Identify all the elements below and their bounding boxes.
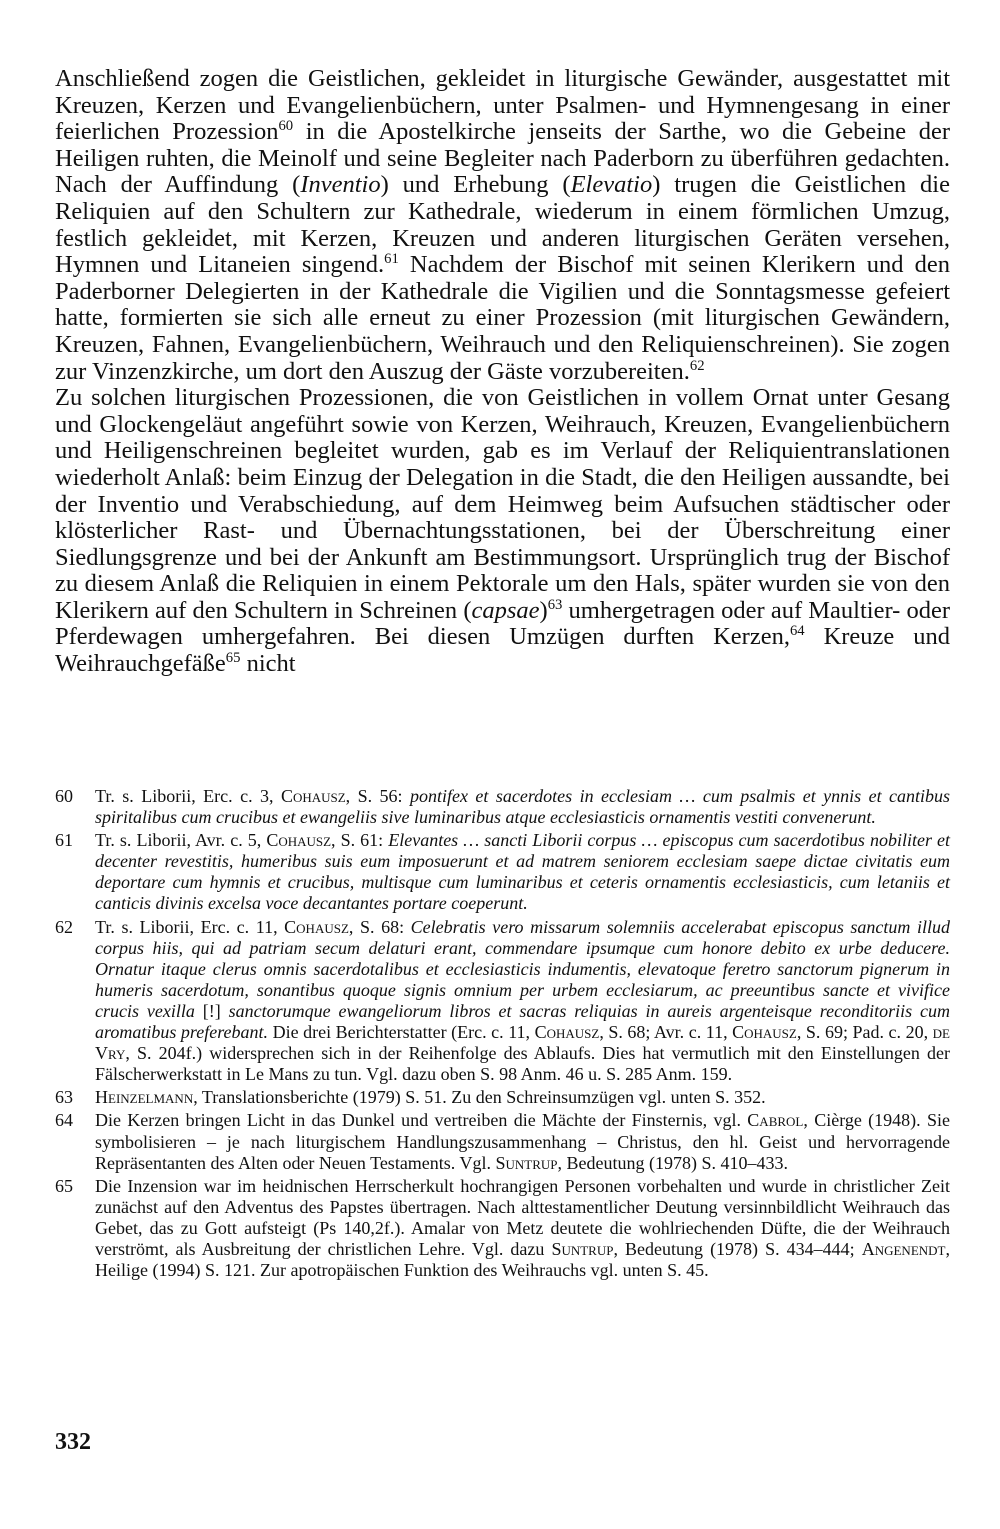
footnote-ref-64: 64 [789,623,805,640]
text-run: , S. 68: [348,916,411,937]
text-run: nicht [240,650,296,678]
text-run: umhergetragen oder auf Maultier- oder Pferdewagen umhergefahren. Bei diesen Umzügen durften Kerzen, [55,596,950,651]
text-run: Zu solchen liturgischen Prozessionen, die von Geistlichen in vollem Ornat unter Gesang und Glockengeläut angeführt sowie von Kerzen, Weihrauch, Kreuzen, Evangelienbüchern und Heiligenschreinen begleitet wurden, gab es im Verlauf der Reliquientranslationen wiederholt Anlaß: beim Einzug der Delegation in die Stadt, die den Heiligen aussandte, bei der Inventio und Verabschiedung, auf dem Heimweg beim Aufsuchen städtischer oder klösterlicher Rast- und Übernachtungsstationen, bei der Überschreitung einer Siedlungsgrenze und bei der Ankunft am Bestimmungsort. Ursprünglich trug der Bischof zu diesem Anlaß die Reliquien in einem Pektorale um den Hals, später wurden sie von den Klerikern auf den Schultern in Schreinen ( [55,384,950,624]
text-run: Die drei Berichterstatter (Erc. c. 11, [268,1022,535,1043]
text-run: , Heilige (1994) S. 121. Zur apotropäischen Funktion des Weihrauchs vgl. unten S. 45. [95,1238,950,1281]
page-number: 332 [55,1429,91,1455]
text-run: [!] [194,1000,229,1021]
footnote-ref-65: 65 [225,650,241,667]
book-page [55,66,950,1506]
paragraph-1 [55,66,950,385]
text-run: Die Inzension war im heidnischen Herrscherkult hochrangigen Personen vorbehalten und wurde in christlicher Zeit zunächst auf den Adventus des Papstes übertragen. Nach alttestamentlicher Deutung versinnbildlicht Weihrauch das Gebet, das zu Gott aufsteigt (Ps 140,2f.). Amalar von Metz deutete die wohlriechenden Düfte, die der Weihrauch verströmt, als Ausbreitung der christlichen Lehre. Vgl. dazu [95,1175,950,1259]
author-name: Cohausz [534,1022,600,1043]
text-run: , S. 204f.) widersprechen sich in der Reihenfolge des Ablaufs. Dies hat vermutlich mit den Einstellungen der Fälscherwerkstatt in Le Mans zu tun. Vgl. dazu oben S. 98 Anm. 46 u. S. 285 Anm. 159. [95,1043,950,1085]
footnote-ref-63: 63 [547,597,563,614]
footnote-number: 65 [55,1175,73,1196]
text-run: , S. 68; Avr. c. 11, [599,1022,733,1043]
footnote-ref-62: 62 [689,357,705,374]
footnote-number: 63 [55,1087,73,1108]
text-run: , S. 56: [345,786,410,806]
term-inventio: Inventio [300,171,381,199]
footnote-number: 62 [55,916,73,937]
author-name: Suntrup [551,1238,614,1259]
footnote-61 [55,830,950,914]
text-run: Die Kerzen bringen Licht in das Dunkel und vertreiben die Mächte der Finsternis, vgl. [95,1110,748,1131]
text-run: ) und Erhebung ( [380,171,571,199]
text-run: Nachdem der Bischof mit seinen Klerikern und den Paderborner Delegierten in der Kathedrale die Vigilien und die Sonntagsmesse gefeiert hatte, formierten sie sich alle erneut zu einer Prozession (mit liturgischen Gewändern, Kreuzen, Fahnen, Evangelienbüchern, Weihrauch und den Reliquienschreinen). Sie zogen zur Vinzenzkirche, um dort den Auszug der Gäste vorzubereiten. [55,251,950,385]
text-run: , Bedeutung (1978) S. 434–444; [613,1238,862,1259]
paragraph-2 [55,385,950,678]
footnote-ref-61: 61 [384,251,399,268]
footnote-60 [55,786,950,828]
text-run: , Translationsberichte (1979) S. 51. Zu den Schreinsumzügen vgl. unten S. 352. [193,1087,766,1108]
text-run: in die Apostelkirche jenseits der Sarthe, wo die Gebeine der Heiligen ruhten, die Meinolf und seine Begleiter nach Paderborn zu überführen gedachten. Nach der Auffindung ( [55,118,950,199]
text-run: Anschließend zogen die Geistlichen, gekleidet in liturgische Gewänder, ausgestattet mit Kreuzen, Kerzen und Evangelienbüchern, unter Psalmen- und Hymnengesang in einer feierlichen Prozession [55,65,950,146]
author-name: Suntrup [495,1152,558,1173]
text-run: , Bedeutung (1978) S. 410–433. [557,1152,788,1173]
latin-quote: sanctorumque ewangeliorum libros et sacras reliquias in aureis argenteisque reconditoriis cum aromatibus preferebant. [95,1000,950,1043]
text-run: ) trugen die Geistlichen die Reliquien auf den Schultern zur Kathedrale, wiederum in einem förmlichen Umzug, festlich gekleidet, mit Kerzen, Kreuzen und anderen liturgischen Geräten versehen, Hymnen und Litaneien singend. [55,171,950,279]
author-name: Cohausz [280,786,346,806]
text-run: , S. 69; Pad. c. 20, [796,1022,933,1043]
author-name: Cohausz [284,916,349,937]
author-name: de Vry [95,1022,950,1064]
footnote-62 [55,917,950,1086]
footnotes [55,786,950,1283]
text-run: Tr. s. Liborii, Erc. c. 3, [95,786,281,806]
footnote-number: 60 [55,786,73,806]
term-elevatio: Elevatio [570,171,653,199]
author-name: Angenendt [861,1238,946,1259]
author-name: Cohausz [732,1022,797,1043]
latin-quote: pontifex et sacerdotes in ecclesiam … cum psalmis et ynnis et cantibus spiritalibus cum crucibus et ewangeliis sive luminaribus atque ecclesiasticis ornamentis vestiti convenerunt. [95,786,951,828]
text-run: Tr. s. Liborii, Avr. c. 5, [95,830,267,851]
author-name: Cabrol [747,1110,804,1131]
latin-quote: Elevantes … sancti Liborii corpus … episcopus cum sacerdotibus nobiliter et decenter revestitis, humeribus suis eum imposuerunt et ad matrem seniorem ecclesiam saepe dictae civitatis eum deportare cum hymnis et crucibus, multisque cum luminaribus et ceteris ornamentis ecclesiasticis, cum letaniis et canticis divinis excelsa voce decantantes portare coeperunt. [95,830,950,914]
text-run: Kreuze und Weihrauchgefäße [55,623,950,678]
footnote-65 [55,1176,950,1281]
text-run: , Cièrge (1948). Sie symbolisieren – je nach liturgischem Handlungszusammenhang – Christus, den hl. Geist und hervorragende Repräsentanten des Alten oder Neuen Testaments. Vgl. [95,1110,950,1173]
footnote-ref-60: 60 [278,118,294,135]
footnote-number: 64 [55,1110,73,1131]
text-run: Tr. s. Liborii, Erc. c. 11, [95,916,285,937]
footnote-63 [55,1087,950,1108]
author-name: Cohausz [266,830,332,851]
latin-quote: Celebratis vero missarum solemniis accelerabat episcopus sanctum illud corpus hiis, qui ad patriam secum delaturi erant, commendare ipsumque cum honore debito ex urbe deducere. Ornatur itaque clerus omnis sacerdotalibus et ecclesiasticis indumentis, elevatoque feretro sanctorum pignerum in humeris sacerdotum, sonantibus quoque signis omnium per urbem ecclesiarum, ac preeuntibus sancte et vivifice crucis vexilla [95,916,951,1021]
text-run: ) [539,596,548,624]
author-name: Heinzelmann [95,1087,194,1108]
term-capsae: capsae [471,596,540,624]
text-run: , S. 61: [331,830,389,851]
footnote-number: 61 [55,830,73,851]
footnote-64 [55,1110,950,1173]
main-text [55,66,950,678]
